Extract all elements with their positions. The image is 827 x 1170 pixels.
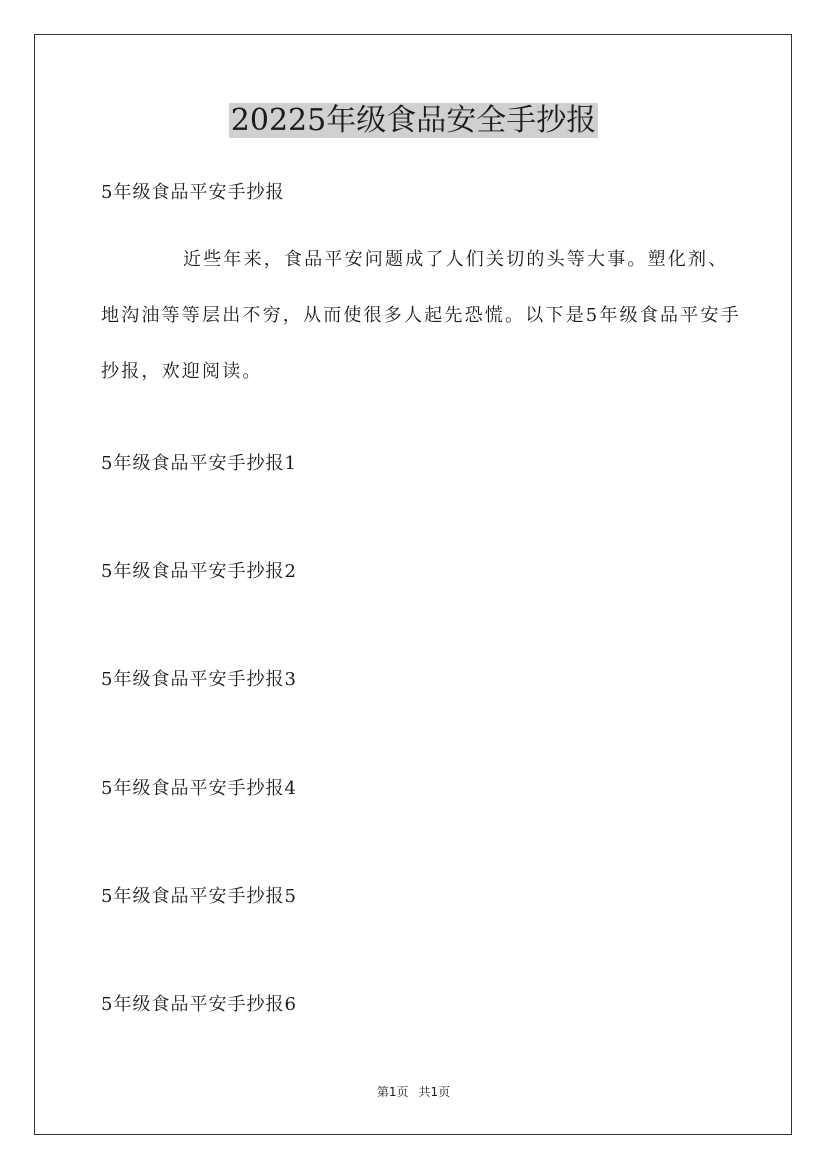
page-number: 第1页 [376,1085,409,1099]
page-total: 共1页 [418,1085,451,1099]
section-heading-3: 5年级食品平安手抄报3 [101,669,297,690]
document-title-text: 20225年级食品安全手抄报 [230,103,597,138]
page-footer [0,1084,827,1100]
section-heading-2: 5年级食品平安手抄报2 [101,561,297,582]
document-subtitle: 5年级食品平安手抄报 [101,182,285,203]
intro-paragraph: 近些年来，食品平安问题成了人们关切的头等大事。塑化剂、地沟油等等层出不穷，从而使很多人起先恐慌。以下是5年级食品平安手抄报，欢迎阅读。 [101,249,741,382]
section-heading-4: 5年级食品平安手抄报4 [101,778,297,799]
section-heading-1: 5年级食品平安手抄报1 [101,453,297,474]
section-heading-5: 5年级食品平安手抄报5 [101,886,297,907]
section-heading-6: 5年级食品平安手抄报6 [101,994,297,1015]
document-title [0,100,827,142]
